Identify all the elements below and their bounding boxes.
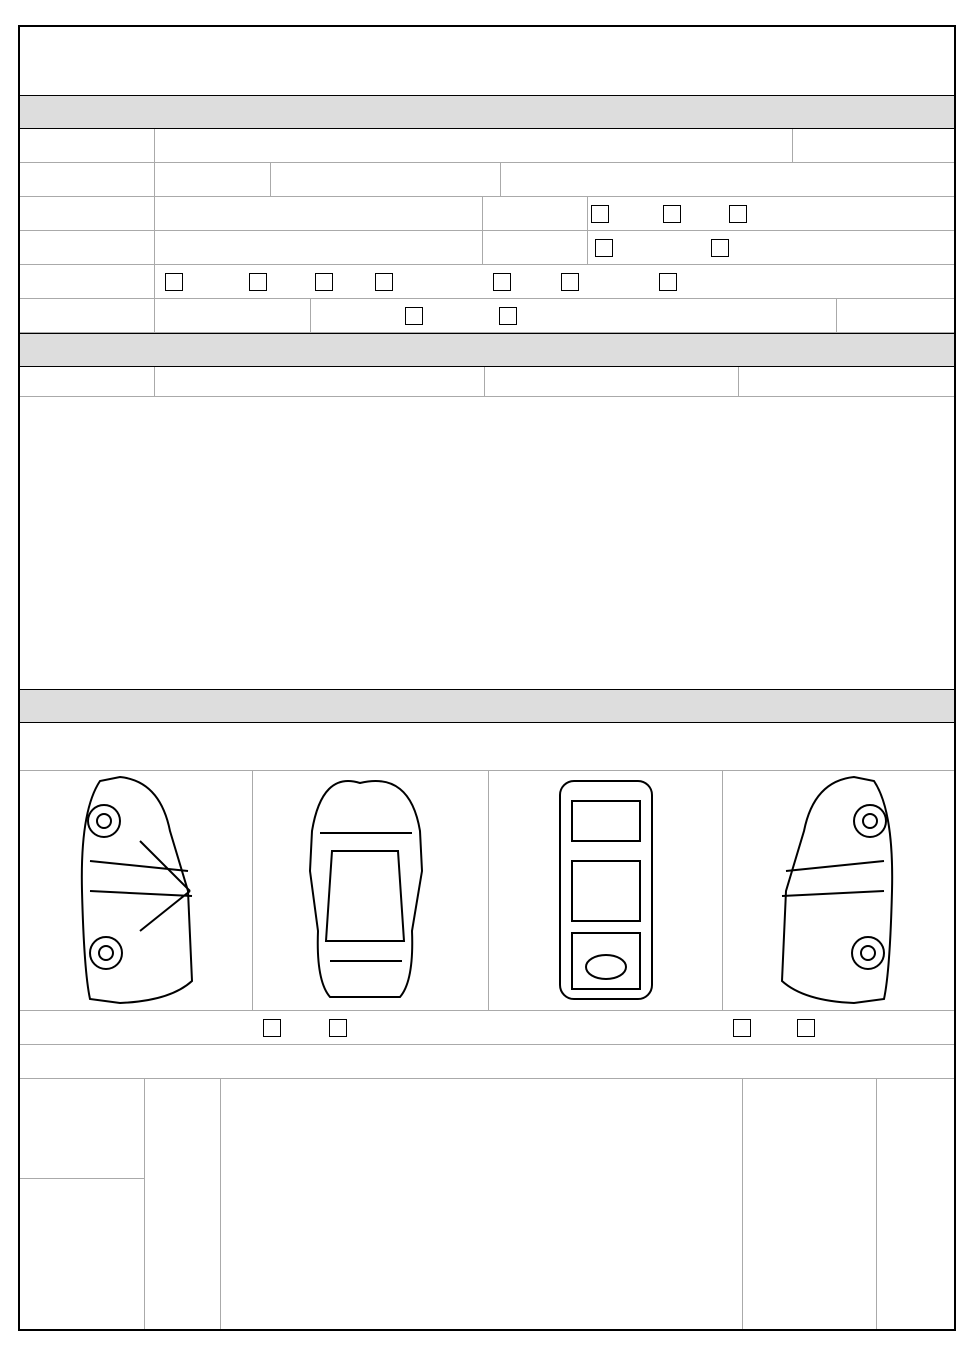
fuel-diesel[interactable] [246, 265, 270, 298]
fuel-other[interactable] [656, 265, 680, 298]
trans-opt-other[interactable] [708, 231, 732, 264]
row-vin [20, 231, 954, 265]
accident-none[interactable] [260, 1011, 284, 1044]
auto-checkbox[interactable] [591, 205, 609, 223]
cvt-checkbox[interactable] [595, 239, 613, 257]
car-diagram-svg [20, 771, 954, 1011]
fuel-hybrid[interactable] [372, 265, 396, 298]
trans-opt-cvt[interactable] [592, 231, 616, 264]
rank-table [20, 1079, 954, 1331]
trans-opt-manual[interactable] [660, 197, 684, 230]
row-car-name [20, 129, 954, 163]
car-diagrams [20, 771, 954, 1011]
form-number-row [20, 61, 954, 95]
section-accident [20, 689, 954, 723]
row-year [20, 163, 954, 197]
simple-none[interactable] [730, 1011, 754, 1044]
section-basic-info [20, 95, 954, 129]
trans-opt-auto[interactable] [588, 197, 612, 230]
inspection-form [18, 25, 956, 1331]
warranty-self[interactable] [402, 299, 426, 332]
form-title [20, 27, 954, 61]
row-fuel [20, 265, 954, 299]
legend [20, 723, 954, 771]
semi-checkbox[interactable] [729, 205, 747, 223]
manual-checkbox[interactable] [663, 205, 681, 223]
fuel-electric[interactable] [490, 265, 514, 298]
section-overall-status [20, 333, 954, 367]
fuel-hydrogen[interactable] [558, 265, 582, 298]
fuel-gasoline[interactable] [162, 265, 186, 298]
other-checkbox[interactable] [711, 239, 729, 257]
status-header [20, 367, 954, 397]
trans-opt-semi[interactable] [726, 197, 750, 230]
row-accident-history [20, 1011, 954, 1045]
row-exchange [20, 1045, 954, 1079]
fuel-lpg[interactable] [312, 265, 336, 298]
form-title-row [20, 27, 954, 61]
accident-yes[interactable] [326, 1011, 350, 1044]
warranty-insurer[interactable] [496, 299, 520, 332]
row-engine [20, 299, 954, 333]
simple-yes[interactable] [794, 1011, 818, 1044]
